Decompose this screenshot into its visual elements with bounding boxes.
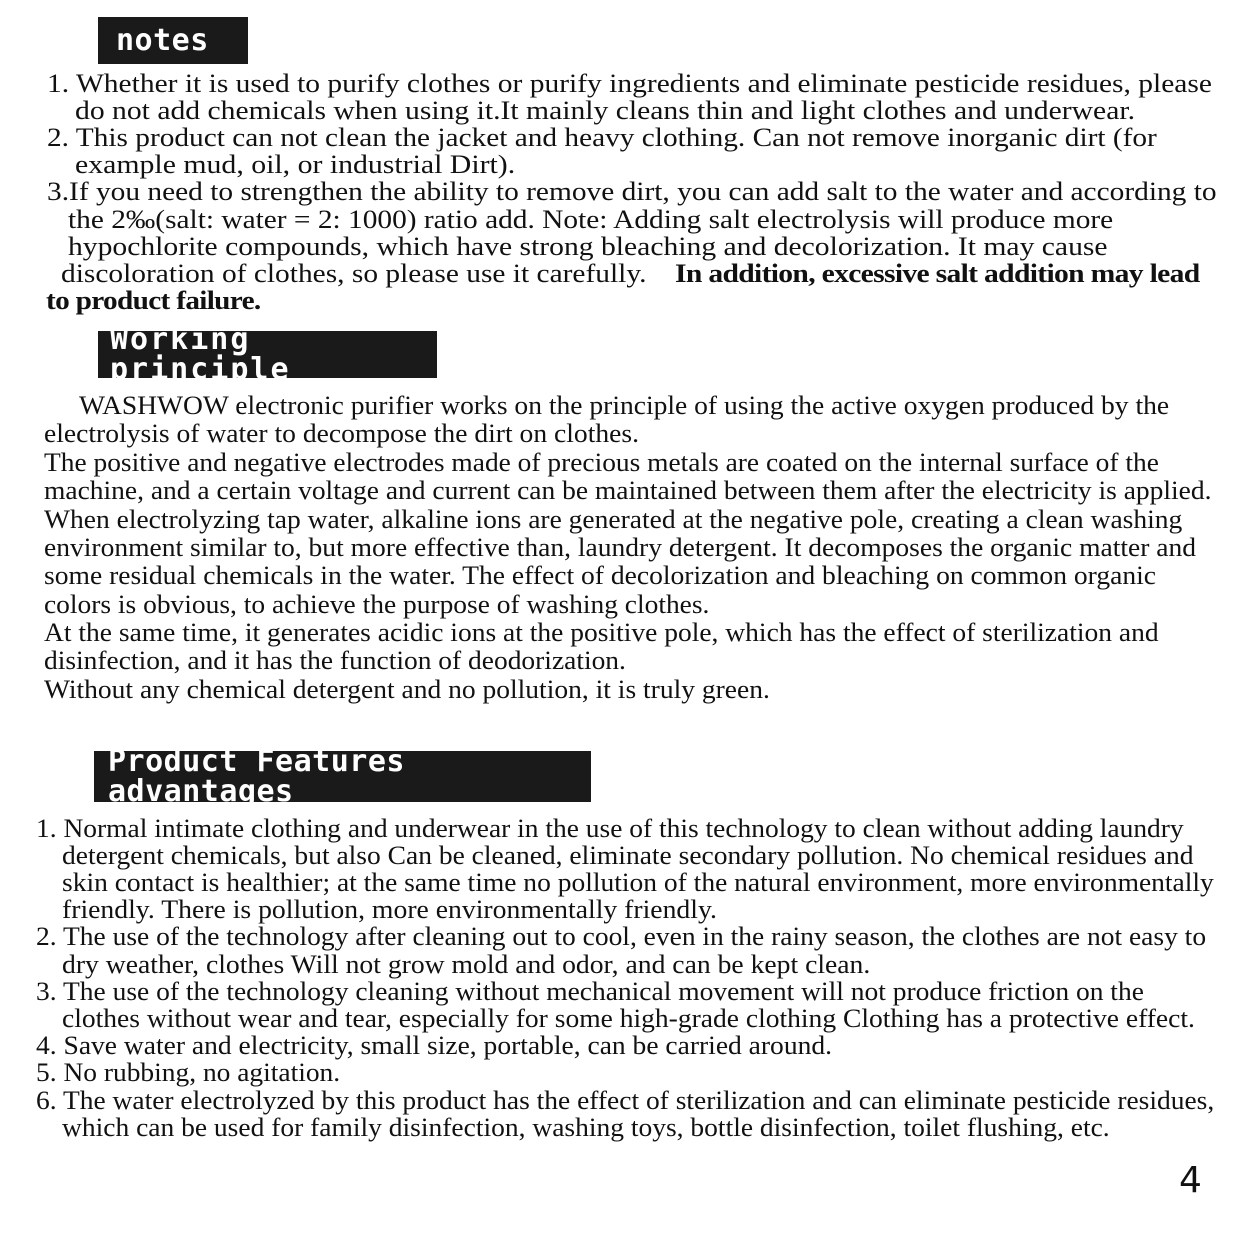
notes-item-3-line-4: discoloration of clothes, so please use it carefully. (61, 259, 647, 288)
features-line-7: 3. The use of the technology cleaning without mechanical movement will not produce friction on the (36, 977, 1144, 1006)
features-line-6: dry weather, clothes Will not grow mold and odor, and can be kept clean. (62, 950, 871, 979)
features-line-4: friendly. There is pollution, more environmentally friendly. (62, 895, 717, 924)
notes-item-3-line-3: hypochlorite compounds, which have strong bleaching and decolorization. It may cause (68, 232, 1108, 261)
features-line-8: clothes without wear and tear, especially for some high-grade clothing Clothing has a protective effect. (62, 1004, 1195, 1033)
notes-item-3-line-2: the 2‰(salt: water = 2: 1000) ratio add. Note: Adding salt electrolysis will produce more (68, 205, 1114, 234)
working-line-7: some residual chemicals in the water. The effect of decolorization and bleaching on common organic (44, 561, 1157, 590)
working-line-11: Without any chemical detergent and no pollution, it is truly green. (44, 675, 770, 704)
features-line-3: skin contact is healthier; at the same time no pollution of the natural environment, more environmentally (62, 868, 1214, 897)
features-line-2: detergent chemicals, but also Can be cleaned, eliminate secondary pollution. No chemical residues and (62, 841, 1194, 870)
working-line-6: environment similar to, but more effective than, laundry detergent. It decomposes the organic matter and (44, 533, 1197, 562)
notes-warning-line-1: In addition, excessive salt addition may lead (675, 259, 1200, 288)
features-line-12: which can be used for family disinfection, washing toys, bottle disinfection, toilet flushing, etc. (62, 1113, 1110, 1142)
notes-warning-line-2: to product failure. (46, 286, 261, 315)
notes-heading: notes (98, 17, 248, 64)
product-features-heading: Product Features advantages (94, 751, 591, 802)
working-line-9: At the same time, it generates acidic ions at the positive pole, which has the effect of sterilization and (44, 618, 1159, 647)
notes-item-2-line-1: 2. This product can not clean the jacket and heavy clothing. Can not remove inorganic dirt (for (47, 123, 1157, 152)
notes-item-1-line-2: do not add chemicals when using it.It mainly cleans thin and light clothes and underwear. (75, 96, 1135, 125)
features-line-5: 2. The use of the technology after cleaning out to cool, even in the rainy season, the clothes are not easy to (36, 922, 1207, 951)
working-line-1: WASHWOW electronic purifier works on the principle of using the active oxygen produced by the (79, 391, 1170, 420)
features-line-9: 4. Save water and electricity, small size, portable, can be carried around. (36, 1031, 832, 1060)
working-line-10: disinfection, and it has the function of deodorization. (44, 646, 626, 675)
features-line-10: 5. No rubbing, no agitation. (36, 1058, 341, 1087)
working-line-8: colors is obvious, to achieve the purpose of washing clothes. (44, 590, 710, 619)
working-line-4: machine, and a certain voltage and current can be maintained between them after the electricity is applied. (44, 476, 1212, 505)
notes-item-1-line-1: 1. Whether it is used to purify clothes or purify ingredients and eliminate pesticide residues, please (47, 69, 1212, 98)
working-line-5: When electrolyzing tap water, alkaline ions are generated at the negative pole, creating a clean washing (44, 505, 1183, 534)
notes-item-3-line-1: 3.If you need to strengthen the ability to remove dirt, you can add salt to the water and according to (47, 177, 1217, 206)
working-principle-heading: Working principle (98, 331, 437, 378)
working-line-3: The positive and negative electrodes made of precious metals are coated on the internal surface of the (44, 448, 1159, 477)
page-number: 4 (1179, 1160, 1202, 1201)
features-line-11: 6. The water electrolyzed by this product has the effect of sterilization and can eliminate pesticide residues, (36, 1086, 1215, 1115)
notes-item-2-line-2: example mud, oil, or industrial Dirt). (75, 150, 516, 179)
features-line-1: 1. Normal intimate clothing and underwear in the use of this technology to clean without adding laundry (36, 814, 1184, 843)
working-line-2: electrolysis of water to decompose the dirt on clothes. (44, 419, 640, 448)
